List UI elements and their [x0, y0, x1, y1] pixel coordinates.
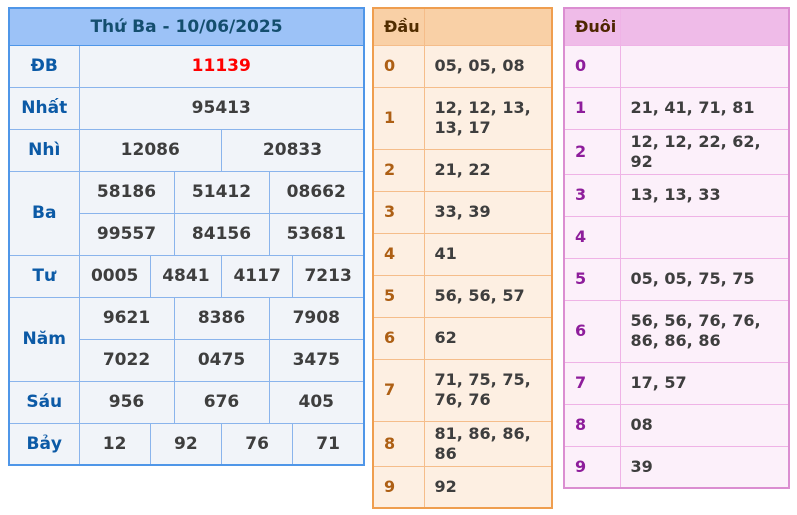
- table-row: [564, 174, 789, 216]
- prize-label-nhi: Nhì: [9, 129, 79, 171]
- table-row: [373, 87, 552, 149]
- values-cell: 41: [424, 233, 552, 275]
- prize-value: 99557: [79, 213, 174, 255]
- prize-value: 405: [269, 381, 364, 423]
- digit-cell: 8: [373, 421, 424, 466]
- prize-value: 7022: [79, 339, 174, 381]
- table-row: [564, 45, 789, 87]
- digit-cell: 5: [564, 258, 620, 300]
- prize-value: 95413: [79, 87, 364, 129]
- table-row: [564, 258, 789, 300]
- prize-value: 4841: [150, 255, 221, 297]
- digit-cell: 1: [373, 87, 424, 149]
- prize-value: 51412: [174, 171, 269, 213]
- digit-cell: 6: [373, 317, 424, 359]
- digit-cell: 2: [564, 129, 620, 174]
- digit-cell: 9: [373, 466, 424, 508]
- values-cell: 13, 13, 33: [620, 174, 789, 216]
- duoi-header: Đuôi: [564, 8, 620, 45]
- values-cell: 56, 56, 76, 76, 86, 86, 86: [620, 300, 789, 362]
- digit-cell: 9: [564, 446, 620, 488]
- digit-cell: 7: [564, 362, 620, 404]
- table-row: [564, 129, 789, 174]
- table-row: [373, 233, 552, 275]
- values-cell: [620, 216, 789, 258]
- digit-cell: 3: [564, 174, 620, 216]
- values-cell: 21, 22: [424, 149, 552, 191]
- prize-value: 12: [79, 423, 150, 465]
- prize-value: 4117: [222, 255, 293, 297]
- values-cell: 08: [620, 404, 789, 446]
- prize-value: 84156: [174, 213, 269, 255]
- values-cell: 92: [424, 466, 552, 508]
- prize-value: 7908: [269, 297, 364, 339]
- prize-value: 8386: [174, 297, 269, 339]
- values-cell: 33, 39: [424, 191, 552, 233]
- digit-cell: 6: [564, 300, 620, 362]
- table-row: [373, 275, 552, 317]
- table-row: [9, 255, 364, 297]
- table-row: [9, 297, 364, 339]
- prize-value: 0005: [79, 255, 150, 297]
- result-title: Thứ Ba - 10/06/2025: [9, 8, 364, 45]
- digit-cell: 8: [564, 404, 620, 446]
- prize-value: 92: [150, 423, 221, 465]
- prize-label-nam: Năm: [9, 297, 79, 381]
- prize-label-db: ĐB: [9, 45, 79, 87]
- table-row: [373, 45, 552, 87]
- digit-cell: 2: [373, 149, 424, 191]
- duoi-table: [563, 7, 790, 489]
- digit-cell: 1: [564, 87, 620, 129]
- digit-cell: 4: [373, 233, 424, 275]
- values-cell: 56, 56, 57: [424, 275, 552, 317]
- prize-value: 71: [293, 423, 364, 465]
- values-cell: 39: [620, 446, 789, 488]
- values-cell: 05, 05, 08: [424, 45, 552, 87]
- prize-value: 12086: [79, 129, 222, 171]
- prize-label-tu: Tư: [9, 255, 79, 297]
- digit-cell: 5: [373, 275, 424, 317]
- table-row: [564, 404, 789, 446]
- table-row: [373, 421, 552, 466]
- dau-header-spacer: [424, 8, 552, 45]
- prize-value: 676: [174, 381, 269, 423]
- prize-value: 7213: [293, 255, 364, 297]
- values-cell: 12, 12, 13, 13, 17: [424, 87, 552, 149]
- result-table: [8, 7, 365, 466]
- table-row: [9, 381, 364, 423]
- values-cell: 71, 75, 75, 76, 76: [424, 359, 552, 421]
- table-row: [373, 191, 552, 233]
- table-row: [9, 129, 364, 171]
- prize-value-special: 11139: [79, 45, 364, 87]
- table-row: [564, 300, 789, 362]
- prize-value: 53681: [269, 213, 364, 255]
- values-cell: 62: [424, 317, 552, 359]
- table-row: [373, 149, 552, 191]
- prize-value: 20833: [222, 129, 365, 171]
- prize-label-sau: Sáu: [9, 381, 79, 423]
- duoi-header-spacer: [620, 8, 789, 45]
- prize-value: 0475: [174, 339, 269, 381]
- digit-cell: 4: [564, 216, 620, 258]
- prize-label-nhat: Nhất: [9, 87, 79, 129]
- table-row: [373, 466, 552, 508]
- table-row: [564, 8, 789, 45]
- table-row: [373, 8, 552, 45]
- table-row: [9, 45, 364, 87]
- table-row: [9, 87, 364, 129]
- values-cell: 21, 41, 71, 81: [620, 87, 789, 129]
- values-cell: 12, 12, 22, 62, 92: [620, 129, 789, 174]
- table-row: [564, 216, 789, 258]
- table-row: [373, 317, 552, 359]
- values-cell: 17, 57: [620, 362, 789, 404]
- digit-cell: 0: [564, 45, 620, 87]
- prize-label-ba: Ba: [9, 171, 79, 255]
- table-row: [564, 446, 789, 488]
- prize-value: 956: [79, 381, 174, 423]
- values-cell: 81, 86, 86, 86: [424, 421, 552, 466]
- dau-header: Đầu: [373, 8, 424, 45]
- prize-value: 76: [222, 423, 293, 465]
- prize-value: 08662: [269, 171, 364, 213]
- values-cell: 05, 05, 75, 75: [620, 258, 789, 300]
- prize-label-bay: Bảy: [9, 423, 79, 465]
- dau-table: [372, 7, 553, 509]
- table-row: [9, 8, 364, 45]
- prize-value: 3475: [269, 339, 364, 381]
- digit-cell: 3: [373, 191, 424, 233]
- digit-cell: 0: [373, 45, 424, 87]
- values-cell: [620, 45, 789, 87]
- table-row: [564, 87, 789, 129]
- table-row: [373, 359, 552, 421]
- prize-value: 9621: [79, 297, 174, 339]
- digit-cell: 7: [373, 359, 424, 421]
- prize-value: 58186: [79, 171, 174, 213]
- table-row: [9, 171, 364, 213]
- table-row: [9, 423, 364, 465]
- table-row: [564, 362, 789, 404]
